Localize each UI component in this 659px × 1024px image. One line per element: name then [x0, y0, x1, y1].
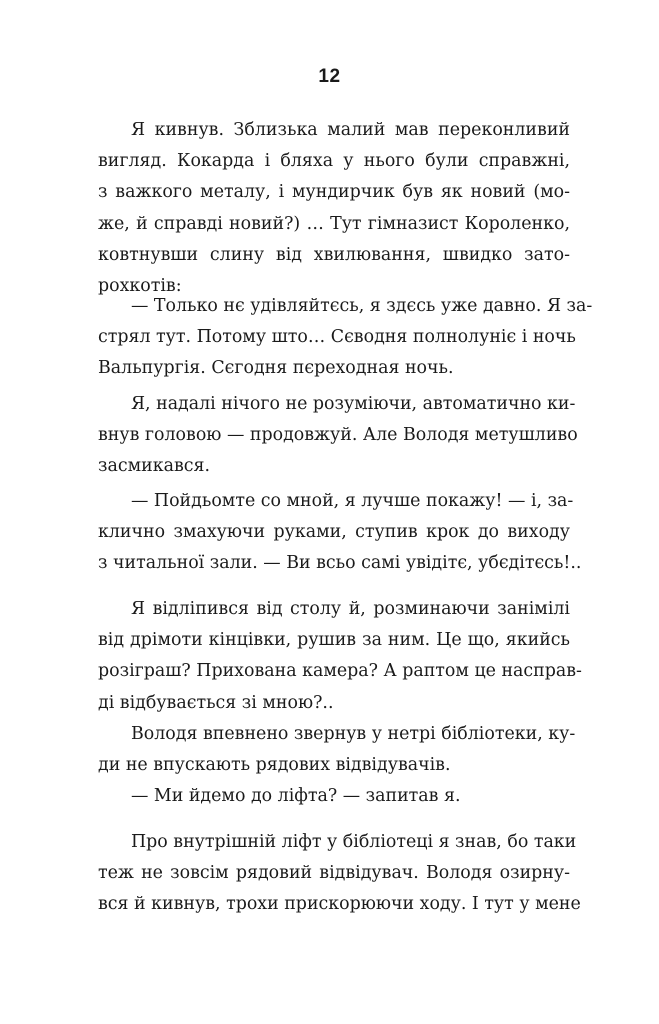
- text-line: Я відліпився від столу й, розминаючи занімілі: [131, 599, 570, 619]
- text-line: теж не зовсім рядовий відвідувач. Володя озирну-: [98, 863, 570, 884]
- text-line: же, й справді новий?) … Тут гімназист Короленко,: [98, 213, 570, 234]
- text-line: клично змахуючи руками, ступив крок до виходу: [98, 522, 570, 543]
- text-line: рохкотів:: [98, 275, 182, 296]
- paragraph-8: [98, 827, 581, 921]
- paragraph-1: [98, 115, 570, 302]
- text-line: засмикався.: [98, 456, 210, 477]
- paragraph-5: [98, 594, 582, 719]
- text-line: розіграш? Прихована камера? А раптом це насправ-: [98, 661, 582, 682]
- text-line: ковтнувши слину від хвилювання, швидко зато-: [98, 244, 570, 265]
- text-line: Я кивнув. Зблизька малий мав переконливий: [131, 120, 570, 140]
- paragraph-4: [98, 486, 582, 580]
- text-line: — Только нє удівляйтєсь, я здєсь уже давно. Я за-: [131, 296, 593, 316]
- paragraph-2: [98, 291, 593, 385]
- text-line: внув головою — продовжуй. Але Володя метушливо: [98, 425, 578, 446]
- text-line: — Ми йдемо до ліфта? — запитав я.: [131, 786, 461, 806]
- text-line: Я, надалі нічого не розуміючи, автоматично ки-: [131, 394, 576, 414]
- paragraph-7: [98, 781, 570, 812]
- text-line: з важкого металу, і мундирчик був як новий (мо-: [98, 182, 570, 203]
- text-line: від дрімоти кінцівки, рушив за ним. Це що, якийсь: [98, 630, 570, 651]
- text-line: Вальпургія. Сєгодня пєреходная ночь.: [98, 358, 454, 379]
- page-number: 12: [318, 66, 341, 87]
- text-line: — Пойдьомте со мной, я лучше покажу! — і, за-: [131, 491, 574, 511]
- text-line: з читальної зали. — Ви всьо самі увідітє, убєдітєсь!..: [98, 553, 582, 574]
- text-line: вигляд. Кокарда і бляха у нього були справжні,: [98, 151, 570, 172]
- text-line: стрял тут. Потому што… Сєводня полнолуніє і ночь: [98, 327, 576, 348]
- text-line: вся й кивнув, трохи прискорюючи ходу. І тут у мене: [98, 894, 581, 915]
- text-line: ді відбувається зі мною?..: [98, 692, 334, 713]
- paragraph-3: [98, 389, 578, 483]
- text-line: Володя впевнено звернув у нетрі бібліотеки, ку-: [131, 724, 576, 744]
- text-line: Про внутрішній ліфт у бібліотеці я знав, бо таки: [131, 832, 577, 852]
- paragraph-6: [98, 719, 576, 781]
- text-line: ди не впускають рядових відвідувачів.: [98, 755, 451, 776]
